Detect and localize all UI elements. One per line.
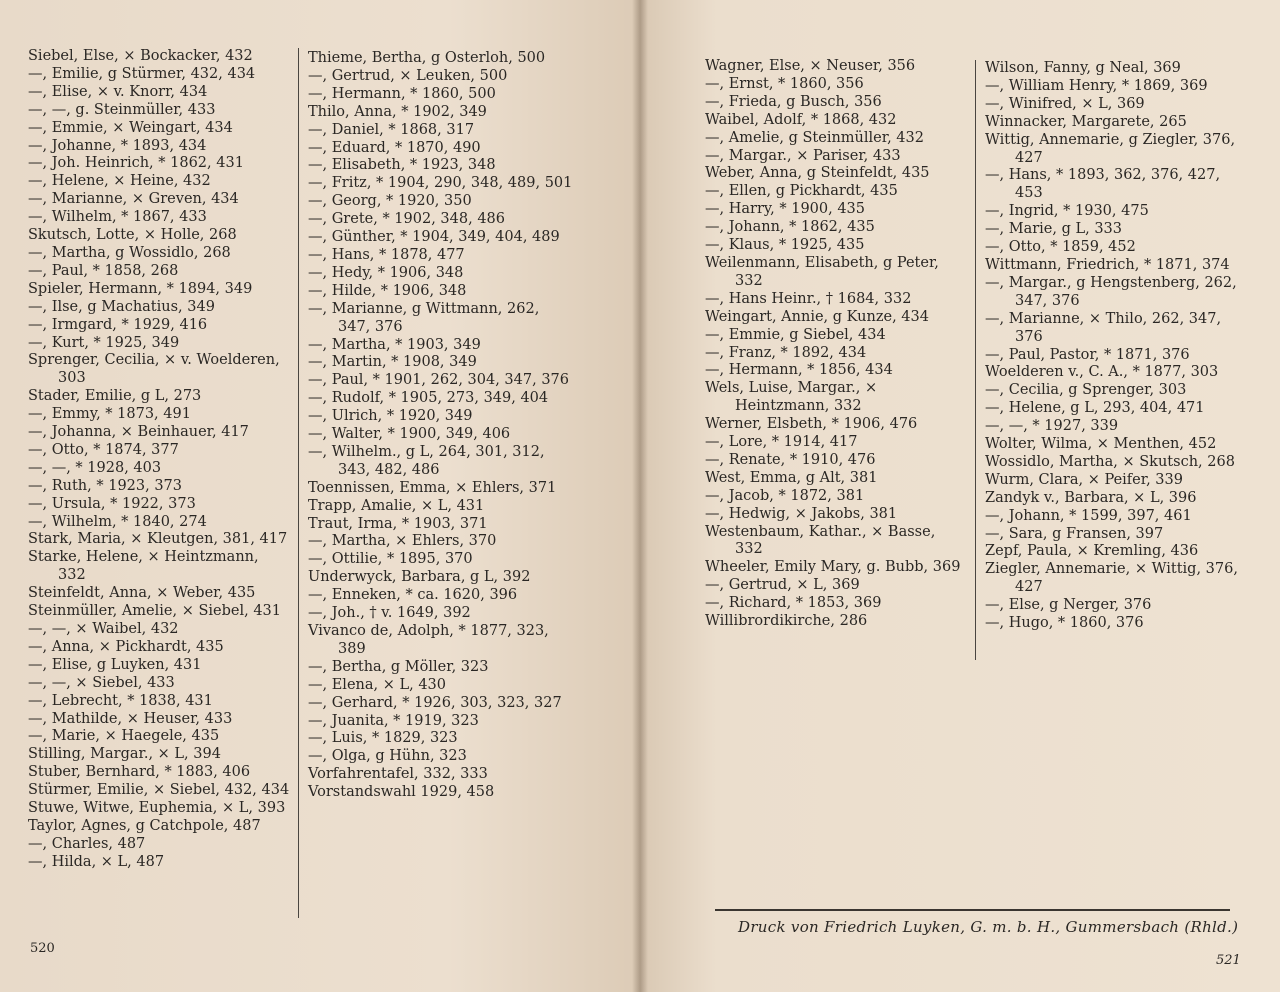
index-entry: —, Richard, * 1853, 369: [705, 595, 882, 612]
index-entry: —, Gertrud, × L, 369: [705, 577, 860, 594]
index-entry: —, Paul, * 1858, 268: [28, 262, 179, 279]
index-entry: Willibrordikirche, 286: [705, 613, 868, 630]
index-entry: Starke, Helene, × Heintzmann, 332: [28, 549, 259, 584]
index-entry: —, Emmie, × Weingart, 434: [28, 119, 233, 136]
index-entry: —, Günther, * 1904, 349, 404, 489: [308, 229, 560, 246]
index-entry: Vivanco de, Adolph, * 1877, 323, 389: [308, 623, 549, 657]
index-entry: —, Marianne, × Greven, 434: [28, 191, 239, 208]
index-entry: —, Elise, × v. Knorr, 434: [28, 83, 208, 100]
index-entry: Ziegler, Annemarie, × Wittig, 376, 427: [985, 561, 1238, 596]
index-entry: —, Daniel, * 1868, 317: [308, 121, 475, 138]
index-entry: —, Else, g Nerger, 376: [985, 597, 1152, 614]
index-entry: Thieme, Bertha, g Osterloh, 500: [308, 50, 546, 66]
index-entry: —, Mathilde, × Heuser, 433: [28, 710, 233, 727]
left-index-column-2: [308, 50, 574, 802]
index-entry: Toennissen, Emma, × Ehlers, 371: [308, 479, 557, 496]
index-entry: —, Johanna, × Beinhauer, 417: [28, 424, 249, 441]
index-entry: —, Olga, g Hühn, 323: [308, 748, 467, 765]
index-entry: —, Hermann, * 1856, 434: [705, 362, 893, 379]
index-entry: Skutsch, Lotte, × Holle, 268: [28, 227, 237, 244]
index-entry: —, Elise, g Luyken, 431: [28, 656, 202, 673]
index-entry: —, Charles, 487: [28, 835, 146, 852]
index-entry: Weber, Anna, g Steinfeldt, 435: [705, 165, 930, 182]
index-entry: Steinmüller, Amelie, × Siebel, 431: [28, 603, 281, 620]
index-entry: —, Marianne, g Wittmann, 262, 347, 376: [308, 300, 540, 335]
index-entry: Waibel, Adolf, * 1868, 432: [705, 111, 897, 128]
index-entry: —, Emmie, g Siebel, 434: [705, 326, 886, 343]
index-entry: —, Margar., g Hengstenberg, 262, 347, 376: [985, 274, 1237, 309]
index-entry: —, Juanita, * 1919, 323: [308, 712, 479, 729]
index-entry: Traut, Irma, * 1903, 371: [308, 515, 488, 532]
index-entry: —, Hilde, * 1906, 348: [308, 282, 467, 299]
index-entry: —, Paul, * 1901, 262, 304, 347, 376: [308, 372, 569, 389]
index-entry: Stuwe, Witwe, Euphemia, × L, 393: [28, 800, 286, 817]
index-entry: —, Joh., † v. 1649, 392: [308, 605, 471, 622]
index-entry: Werner, Elsbeth, * 1906, 476: [705, 416, 918, 433]
index-entry: —, Enneken, * ca. 1620, 396: [308, 587, 518, 604]
index-entry: —, Emmy, * 1873, 491: [28, 406, 191, 423]
index-entry: Wittig, Annemarie, g Ziegler, 376, 427: [985, 131, 1236, 166]
index-entry: —, Hugo, * 1860, 376: [985, 615, 1144, 632]
book-gutter: [632, 0, 648, 992]
index-entry: Stilling, Margar., × L, 394: [28, 746, 221, 763]
index-entry: —, Paul, Pastor, * 1871, 376: [985, 346, 1190, 363]
index-entry: —, Renate, * 1910, 476: [705, 451, 876, 468]
index-entry: Stuber, Bernhard, * 1883, 406: [28, 764, 251, 781]
index-entry: Weingart, Annie, g Kunze, 434: [705, 308, 929, 325]
index-entry: —, Hedy, * 1906, 348: [308, 264, 464, 281]
index-entry: —, Ingrid, * 1930, 475: [985, 203, 1149, 220]
index-entry: —, Ruth, * 1923, 373: [28, 477, 183, 494]
index-entry: —, Helene, × Heine, 432: [28, 173, 211, 190]
page-number-right: 521: [1216, 953, 1241, 968]
index-entry: —, Lore, * 1914, 417: [705, 434, 858, 451]
index-entry: —, Cecilia, g Sprenger, 303: [985, 382, 1187, 399]
index-entry: —, —, * 1928, 403: [28, 459, 162, 476]
index-entry: —, Marianne, × Thilo, 262, 347, 376: [985, 310, 1222, 345]
index-entry: —, Hedwig, × Jakobs, 381: [705, 505, 898, 522]
index-entry: Siebel, Else, × Bockacker, 432: [28, 48, 253, 64]
index-entry: —, Otto, * 1874, 377: [28, 441, 179, 458]
index-entry: —, Ottilie, * 1895, 370: [308, 551, 473, 568]
index-entry: —, Harry, * 1900, 435: [705, 201, 866, 218]
right-index-column-2: [985, 60, 1243, 633]
index-entry: Sprenger, Cecilia, × v. Woelderen, 303: [28, 352, 280, 387]
index-entry: —, Amelie, g Steinmüller, 432: [705, 129, 924, 146]
index-entry: —, Walter, * 1900, 349, 406: [308, 426, 511, 443]
index-entry: —, Winifred, × L, 369: [985, 95, 1145, 112]
index-entry: Stürmer, Emilie, × Siebel, 432, 434: [28, 782, 290, 799]
index-entry: —, Elisabeth, * 1923, 348: [308, 157, 496, 174]
index-entry: —, Sara, g Fransen, 397: [985, 525, 1164, 542]
index-entry: West, Emma, g Alt, 381: [705, 469, 878, 486]
index-entry: Wilson, Fanny, g Neal, 369: [985, 60, 1181, 76]
index-entry: —, Martha, × Ehlers, 370: [308, 533, 497, 550]
index-entry: —, —, * 1927, 339: [985, 418, 1119, 435]
index-entry: —, Joh. Heinrich, * 1862, 431: [28, 155, 244, 172]
index-entry: —, Otto, * 1859, 452: [985, 239, 1136, 256]
index-entry: —, —, × Siebel, 433: [28, 674, 175, 691]
index-entry: —, Grete, * 1902, 348, 486: [308, 211, 505, 228]
index-entry: Winnacker, Margarete, 265: [985, 113, 1187, 130]
index-entry: —, Wilhelm, * 1867, 433: [28, 209, 207, 226]
index-entry: —, Jacob, * 1872, 381: [705, 487, 865, 504]
index-entry: Weilenmann, Elisabeth, g Peter, 332: [705, 254, 939, 289]
index-entry: —, Johann, * 1599, 397, 461: [985, 507, 1192, 524]
index-entry: Vorstandswahl 1929, 458: [308, 784, 495, 801]
printer-imprint: Druck von Friedrich Luyken, G. m. b. H., Gummersbach (Rhld.): [738, 918, 1239, 936]
index-entry: —, Ulrich, * 1920, 349: [308, 408, 473, 425]
index-entry: —, Ilse, g Machatius, 349: [28, 298, 215, 315]
index-entry: —, Emilie, g Stürmer, 432, 434: [28, 65, 256, 82]
index-entry: —, —, × Waibel, 432: [28, 621, 179, 637]
index-entry: —, Marie, g L, 333: [985, 221, 1122, 238]
index-entry: —, Irmgard, * 1929, 416: [28, 316, 208, 333]
index-entry: Wagner, Else, × Neuser, 356: [705, 58, 916, 74]
index-entry: Steinfeldt, Anna, × Weber, 435: [28, 585, 256, 602]
index-entry: —, Gerhard, * 1926, 303, 323, 327: [308, 694, 562, 711]
index-entry: —, Franz, * 1892, 434: [705, 344, 867, 361]
index-entry: —, Rudolf, * 1905, 273, 349, 404: [308, 390, 549, 407]
index-entry: Westenbaum, Kathar., × Basse, 332: [705, 523, 936, 558]
index-entry: —, Martha, g Wossidlo, 268: [28, 244, 231, 261]
index-entry: Wurm, Clara, × Peifer, 339: [985, 471, 1183, 488]
index-entry: —, Wilhelm, * 1840, 274: [28, 513, 207, 530]
index-entry: Taylor, Agnes, g Catchpole, 487: [28, 817, 261, 834]
index-entry: —, Elena, × L, 430: [308, 676, 447, 693]
index-entry: Woelderen v., C. A., * 1877, 303: [985, 364, 1219, 381]
index-entry: —, Ellen, g Pickhardt, 435: [705, 183, 898, 200]
index-entry: —, Ernst, * 1860, 356: [705, 75, 864, 92]
right-page: [640, 0, 1280, 992]
index-entry: —, Georg, * 1920, 350: [308, 193, 472, 210]
right-index-column-1: [705, 58, 967, 631]
index-entry: Vorfahrentafel, 332, 333: [308, 766, 488, 783]
index-entry: —, Eduard, * 1870, 490: [308, 139, 481, 156]
index-entry: —, Hermann, * 1860, 500: [308, 85, 496, 102]
index-entry: Stark, Maria, × Kleutgen, 381, 417: [28, 531, 288, 548]
index-entry: —, Gertrud, × Leuken, 500: [308, 67, 508, 84]
index-entry: —, Hans, * 1878, 477: [308, 246, 465, 263]
left-index-column-1: [28, 48, 290, 872]
index-entry: Spieler, Hermann, * 1894, 349: [28, 280, 253, 297]
column-divider-left: [298, 48, 299, 918]
index-entry: —, Johanne, * 1893, 434: [28, 137, 207, 154]
index-entry: —, Frieda, g Busch, 356: [705, 93, 882, 110]
index-entry: Stader, Emilie, g L, 273: [28, 388, 202, 405]
index-entry: Trapp, Amalie, × L, 431: [308, 497, 485, 514]
index-entry: —, Luis, * 1829, 323: [308, 730, 458, 747]
index-entry: —, Lebrecht, * 1838, 431: [28, 692, 213, 709]
index-entry: Wossidlo, Martha, × Skutsch, 268: [985, 453, 1235, 470]
index-entry: —, Margar., × Pariser, 433: [705, 147, 901, 164]
index-entry: —, Anna, × Pickhardt, 435: [28, 638, 224, 655]
index-entry: —, —, g. Steinmüller, 433: [28, 101, 216, 118]
index-entry: Underwyck, Barbara, g L, 392: [308, 569, 531, 586]
index-entry: —, Ursula, * 1922, 373: [28, 495, 196, 512]
index-entry: —, Hilda, × L, 487: [28, 853, 165, 870]
page-number-left: 520: [30, 941, 55, 956]
index-entry: —, Helene, g L, 293, 404, 471: [985, 400, 1205, 417]
index-entry: Zandyk v., Barbara, × L, 396: [985, 489, 1197, 506]
index-entry: —, Wilhelm., g L, 264, 301, 312, 343, 482, 486: [308, 443, 545, 478]
column-divider-right: [975, 60, 976, 660]
index-entry: Wolter, Wilma, × Menthen, 452: [985, 436, 1217, 453]
index-entry: —, Fritz, * 1904, 290, 348, 489, 501: [308, 175, 573, 192]
index-entry: —, Johann, * 1862, 435: [705, 219, 875, 236]
index-entry: —, Marie, × Haegele, 435: [28, 728, 220, 745]
index-entry: —, Hans, * 1893, 362, 376, 427, 453: [985, 167, 1221, 202]
index-entry: —, William Henry, * 1869, 369: [985, 77, 1208, 94]
index-entry: Zepf, Paula, × Kremling, 436: [985, 543, 1199, 560]
index-entry: —, Martha, * 1903, 349: [308, 336, 481, 353]
index-entry: Wittmann, Friedrich, * 1871, 374: [985, 256, 1230, 273]
index-entry: —, Bertha, g Möller, 323: [308, 658, 489, 675]
index-entry: Wels, Luise, Margar., × Heintzmann, 332: [705, 380, 878, 415]
index-entry: —, Klaus, * 1925, 435: [705, 237, 865, 254]
index-entry: —, Hans Heinr., † 1684, 332: [705, 290, 912, 307]
index-entry: —, Martin, * 1908, 349: [308, 354, 477, 371]
index-entry: Thilo, Anna, * 1902, 349: [308, 103, 487, 120]
imprint-rule: [715, 909, 1230, 911]
index-entry: —, Kurt, * 1925, 349: [28, 334, 180, 351]
index-entry: Wheeler, Emily Mary, g. Bubb, 369: [705, 559, 961, 576]
